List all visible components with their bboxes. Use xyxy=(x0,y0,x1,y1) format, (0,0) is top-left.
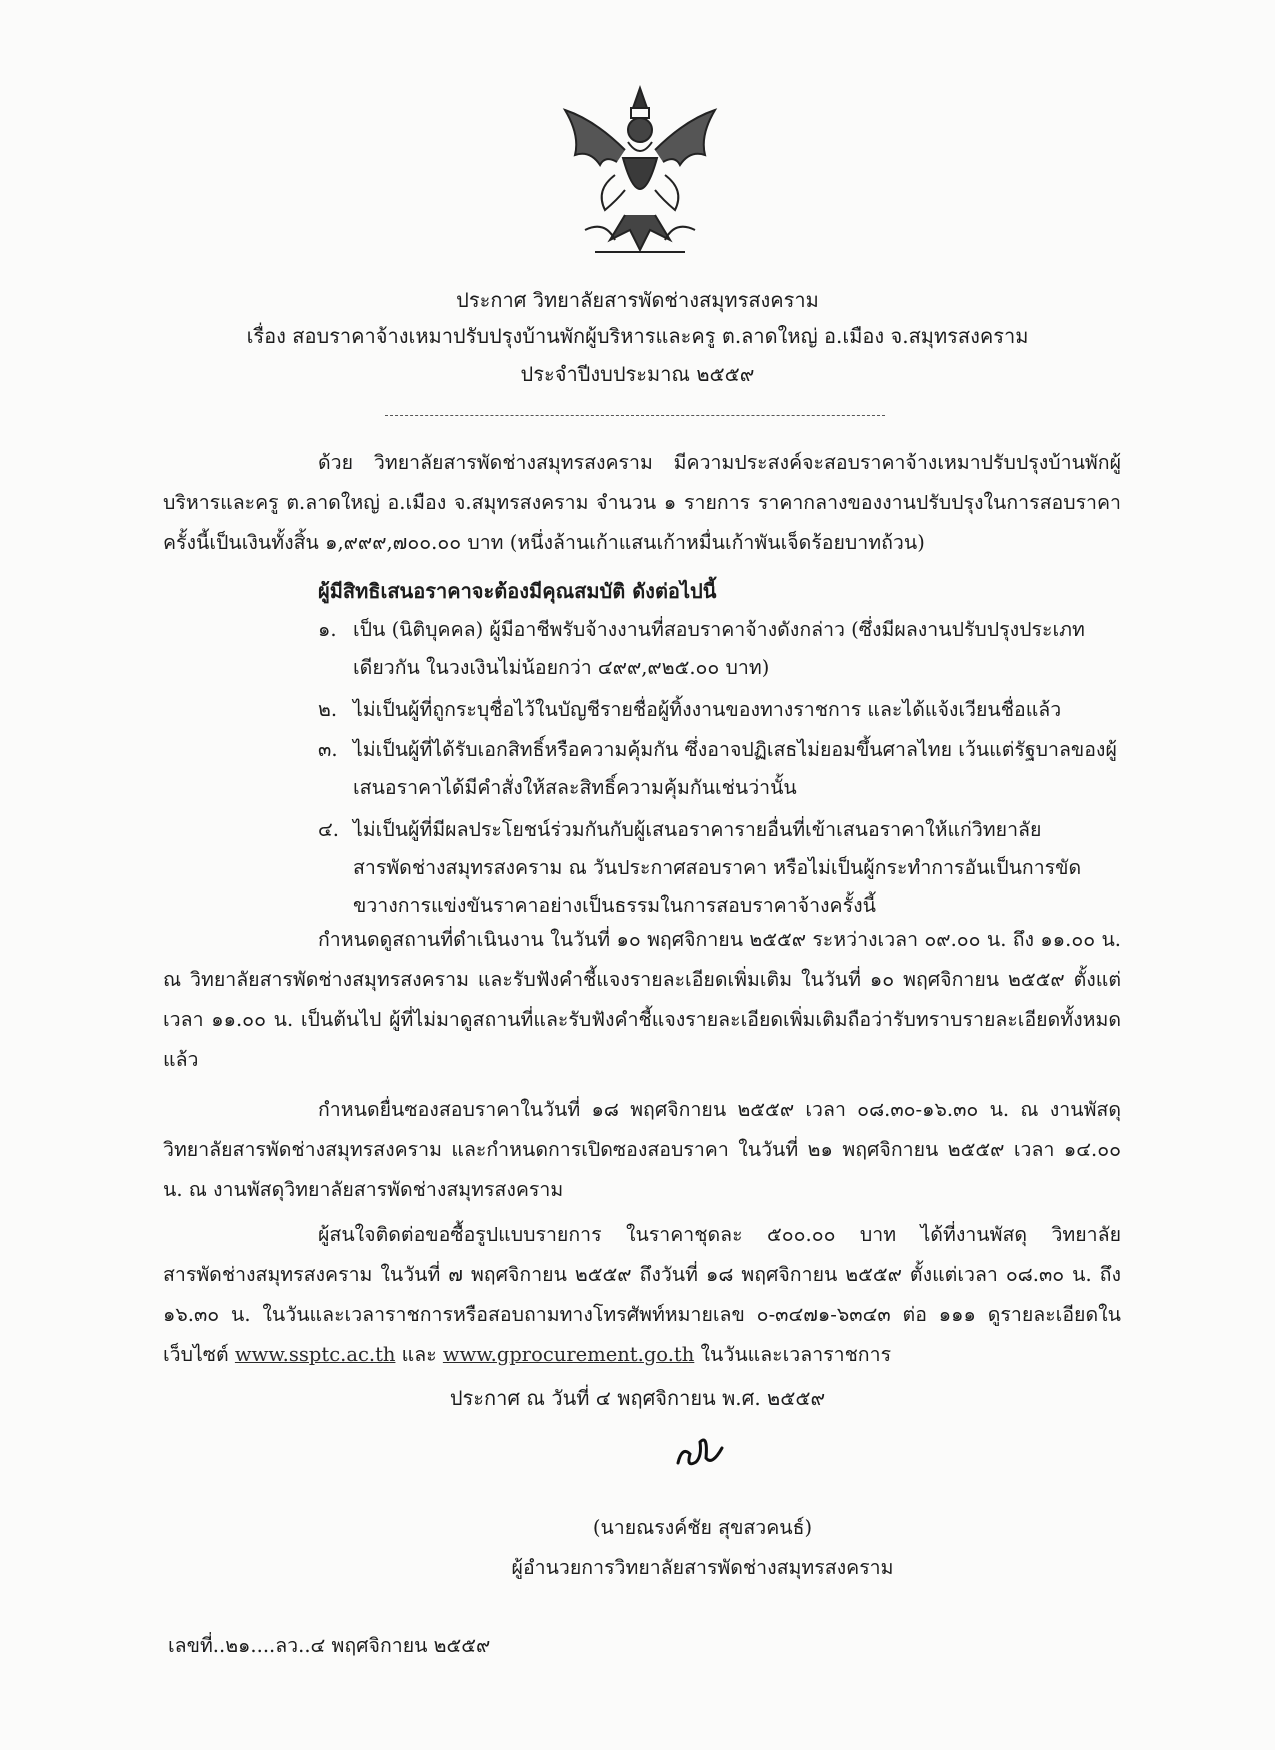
intro-text: ด้วย วิทยาลัยสารพัดช่างสมุทรสงคราม มีความประสงค์จะสอบราคาจ้างเหมาปรับปรุงบ้านพักผู้บริหารและครู ต.ลาดใหญ่ อ.เมือง จ.สมุทรสงคราม จำนวน ๑ รายการ ราคากลางของงานปรับปรุงในการสอบราคาครั้งนี้เป็นเงินทั้งสิ้น ๑,๙๙๙,๗๐๐.๐๐ บาท (หนึ่งล้านเก้าแสนเก้าหมื่นเก้าพันเจ็ดร้อยบาทถ้วน) xyxy=(163,451,1121,554)
fiscal-year: ประจำปีงบประมาณ ๒๕๕๙ xyxy=(520,362,755,386)
item-text: ไม่เป็นผู้ที่มีผลประโยชน์ร่วมกันกับผู้เสนอราคารายอื่นที่เข้าเสนอราคาให้แก่วิทยาลัยสารพัดช่างสมุทรสงคราม ณ วันประกาศสอบราคา หรือไม่เป็นผู้กระทำการอันเป็นการขัดขวางการแข่งขันราคาอย่างเป็นธรรมในการสอบราคาจ้างครั้งนี้ xyxy=(353,818,1082,917)
signature-icon xyxy=(668,1428,728,1478)
qualifications-list xyxy=(318,611,1123,931)
link-joiner: และ xyxy=(401,1343,437,1366)
submission-text: กำหนดยื่นซองสอบราคาในวันที่ ๑๘ พฤศจิกายน ๒๕๕๙ เวลา ๐๘.๓๐-๑๖.๓๐ น. ณ งานพัสดุ วิทยาลัยสารพัดช่างสมุทรสงคราม และกำหนดการเปิดซองสอบราคา ในวันที่ ๒๑ พฤศจิกายน ๒๕๕๙ เวลา ๑๔.๐๐ น. ณ งานพัสดุวิทยาลัยสารพัดช่างสมุทรสงคราม xyxy=(163,1098,1121,1201)
item-number: ๓. xyxy=(318,738,338,761)
submission-paragraph xyxy=(163,1090,1121,1210)
intro-paragraph xyxy=(163,443,1121,563)
procurement-website-link[interactable]: www.gprocurement.go.th xyxy=(442,1343,695,1366)
garuda-emblem-drawing xyxy=(555,80,725,260)
college-website-link[interactable]: www.ssptc.ac.th xyxy=(234,1343,396,1366)
signature-stroke xyxy=(668,1428,728,1478)
site-visit-paragraph xyxy=(163,920,1121,1080)
qualification-item xyxy=(318,731,1123,811)
qualification-item xyxy=(318,611,1123,691)
qualification-item xyxy=(318,811,1123,931)
divider xyxy=(385,415,885,416)
announcement-title: ประกาศ วิทยาลัยสารพัดช่างสมุทรสงคราม xyxy=(456,288,819,312)
item-text: เป็น (นิติบุคคล) ผู้มีอาชีพรับจ้างงานที่สอบราคาจ้างดังกล่าว (ซึ่งมีผลงานปรับปรุงประเภทเดียวกัน ในวงเงินไม่น้อยกว่า ๔๙๙,๙๒๕.๐๐ บาท) xyxy=(353,618,1085,679)
item-number: ๑. xyxy=(318,618,337,641)
item-number: ๒. xyxy=(318,698,338,721)
document-number: เลขที่..๒๑....ลว..๔ พฤศจิกายน ๒๕๕๙ xyxy=(168,1634,491,1657)
signer-name: (นายณรงค์ชัย สุขสวคนธ์) xyxy=(592,1516,813,1539)
item-number: ๔. xyxy=(318,818,339,841)
purchase-text: ผู้สนใจติดต่อขอซื้อรูปแบบรายการ ในราคาชุดละ ๕๐๐.๐๐ บาท ได้ที่งานพัสดุ วิทยาลัยสารพัดช่างสมุทรสงคราม ในวันที่ ๗ พฤศจิกายน ๒๕๕๙ ถึงวันที่ ๑๘ พฤศจิกายน ๒๕๕๙ ตั้งแต่เวลา ๐๘.๓๐ น. ถึง ๑๖.๓๐ น. ในวันและเวลาราชการหรือสอบถามทางโทรศัพท์หมายเลข ๐-๓๔๗๑-๖๓๔๓ ต่อ ๑๑๑ ดูรายละเอียดในเว็บไซต์ xyxy=(163,1223,1121,1366)
item-text: ไม่เป็นผู้ที่ถูกระบุชื่อไว้ในบัญชีรายชื่อผู้ทิ้งงานของทางราชการ และได้แจ้งเวียนชื่อแล้ว xyxy=(353,698,1062,721)
purchase-tail: ในวันและเวลาราชการ xyxy=(700,1343,892,1366)
site-visit-text: กำหนดดูสถานที่ดำเนินงาน ในวันที่ ๑๐ พฤศจิกายน ๒๕๕๙ ระหว่างเวลา ๐๙.๐๐ น. ถึง ๑๑.๐๐ น. ณ วิทยาลัยสารพัดช่างสมุทรสงคราม และรับฟังคำชี้แจงรายละเอียดเพิ่มเติม ในวันที่ ๑๐ พฤศจิกายน ๒๕๕๙ ตั้งแต่เวลา ๑๑.๐๐ น. เป็นต้นไป ผู้ที่ไม่มาดูสถานที่และรับฟังคำชี้แจงรายละเอียดเพิ่มเติมถือว่ารับทราบรายละเอียดทั้งหมดแล้ว xyxy=(163,928,1121,1071)
qualifications-heading: ผู้มีสิทธิเสนอราคาจะต้องมีคุณสมบัติ ดังต่อไปนี้ xyxy=(318,579,717,603)
garuda-emblem-icon xyxy=(555,80,725,260)
announcement-subject: เรื่อง สอบราคาจ้างเหมาปรับปรุงบ้านพักผู้บริหารและครู ต.ลาดใหญ่ อ.เมือง จ.สมุทรสงคราม xyxy=(246,324,1029,348)
announcement-date: ประกาศ ณ วันที่ ๔ พฤศจิกายน พ.ศ. ๒๕๕๙ xyxy=(449,1386,826,1410)
purchase-paragraph xyxy=(163,1215,1121,1375)
item-text: ไม่เป็นผู้ที่ได้รับเอกสิทธิ์หรือความคุ้มกัน ซึ่งอาจปฏิเสธไม่ยอมขึ้นศาลไทย เว้นแต่รัฐบาลของผู้เสนอราคาได้มีคำสั่งให้สละสิทธิ์ความคุ้มกันเช่นว่านั้น xyxy=(353,738,1117,799)
qualification-item xyxy=(318,691,1123,731)
signer-title: ผู้อำนวยการวิทยาลัยสารพัดช่างสมุทรสงคราม xyxy=(511,1556,894,1579)
